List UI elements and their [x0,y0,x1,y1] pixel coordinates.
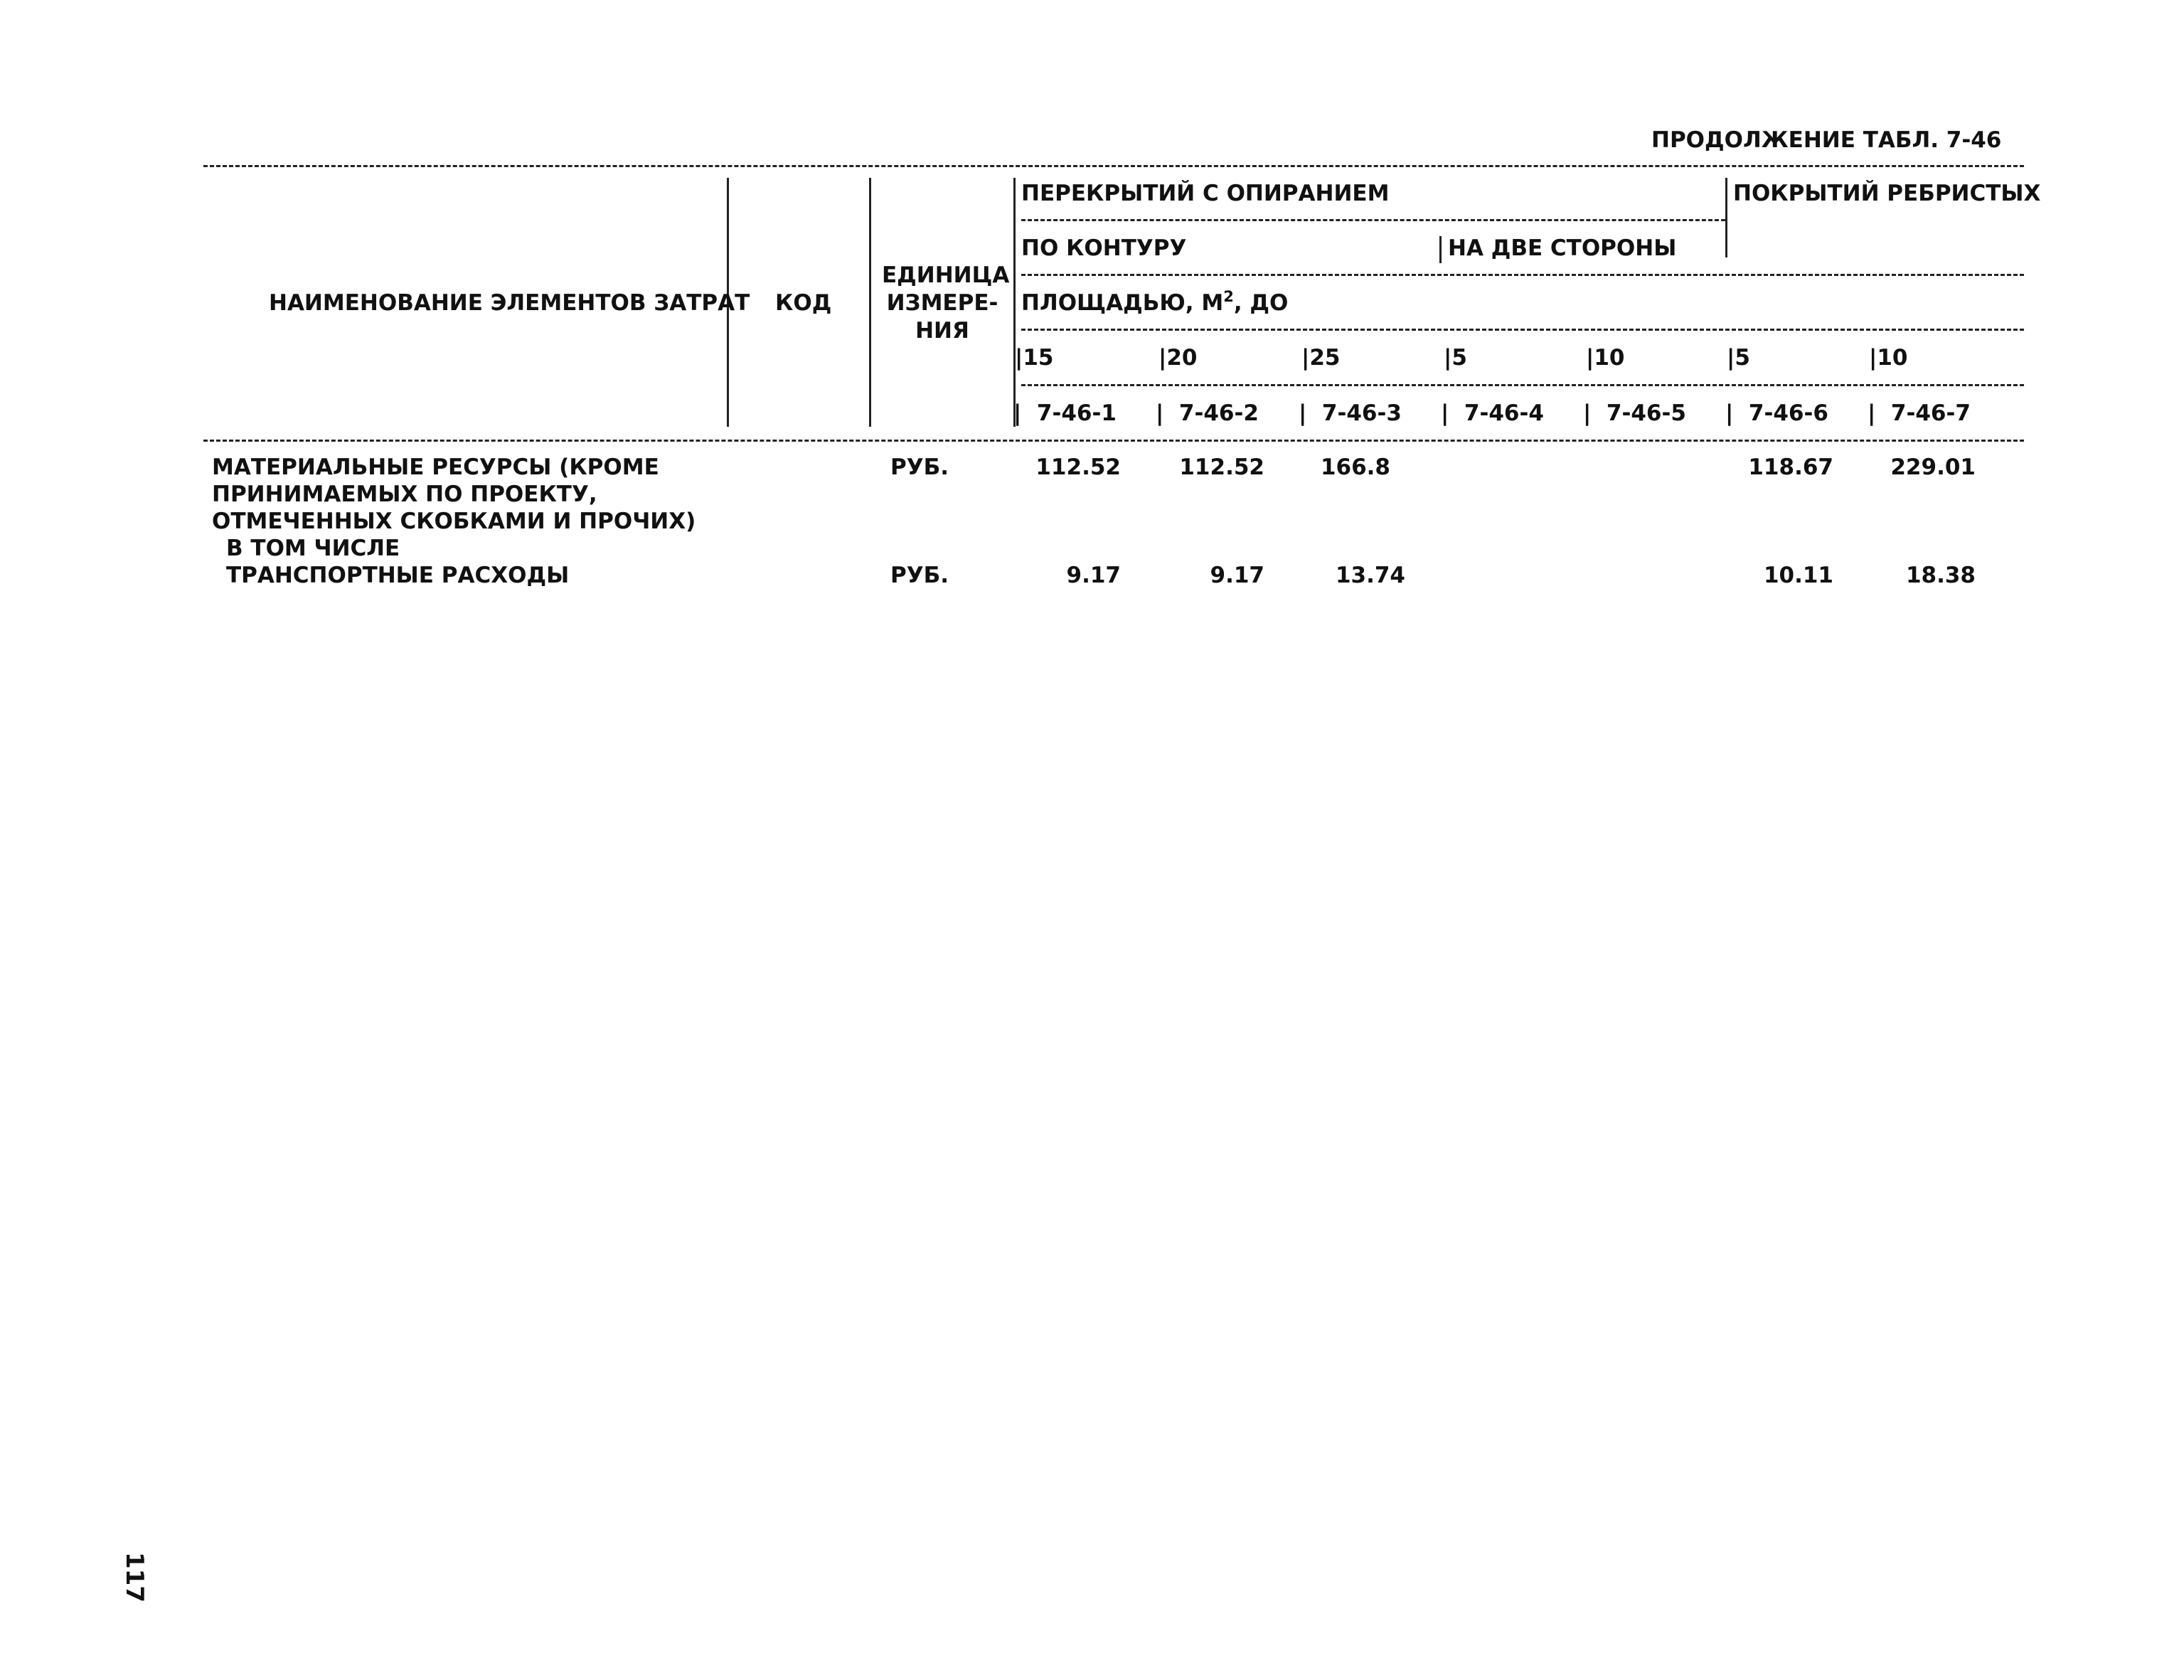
area-value-6: |5 [1727,345,1750,371]
col-divider-unit [1013,178,1016,427]
header-group-overlaps: ПЕРЕКРЫТИЙ С ОПИРАНИЕМ [1021,181,1390,206]
row-name-line: МАТЕРИАЛЬНЫЕ РЕСУРСЫ (КРОМЕ [212,454,659,480]
row-value-3: 13.74 [1335,563,1405,588]
header-sub-contour: ПО КОНТУРУ [1021,235,1187,261]
page-number: 117 [120,1552,149,1602]
code-4: | 7-46-4 [1441,400,1544,426]
area-label-text: ПЛОЩАДЬЮ, М [1021,290,1224,316]
header-sub-two-sides: НА ДВЕ СТОРОНЫ [1448,235,1677,261]
code-text: 7-46-5 [1606,400,1686,426]
area-value-2: |20 [1158,345,1198,371]
header-unit-line-1: ЕДИНИЦА [882,262,1010,288]
area-value-text: 10 [1877,345,1908,371]
header-name-column: НАИМЕНОВАНИЕ ЭЛЕМЕНТОВ ЗАТРАТ [269,290,750,316]
header-group-ribbed: ПОКРЫТИЙ РЕБРИСТЫХ [1733,181,2041,206]
area-value-7: |10 [1869,345,1908,371]
code-text: 7-46-4 [1464,400,1544,426]
row-value-7: 18.38 [1905,563,1976,588]
col-divider-code [869,178,871,427]
code-1: | 7-46-1 [1013,400,1117,426]
row-name-line: ОТМЕЧЕННЫХ СКОБКАМИ И ПРОЧИХ) [212,509,696,534]
col-divider-ribbed [1725,178,1727,257]
area-value-3: |25 [1301,345,1341,371]
rule-header-bottom [203,440,2024,442]
row-value-3: 166.8 [1320,454,1390,480]
row-name-line: В ТОМ ЧИСЛЕ [226,536,400,561]
area-value-text: 15 [1023,345,1054,371]
code-5: | 7-46-5 [1583,400,1686,426]
area-label-suffix: , ДО [1233,290,1289,316]
code-text: 7-46-6 [1748,400,1828,426]
col-divider-two-sides [1439,236,1442,263]
area-value-4: |5 [1444,345,1467,371]
row-unit: РУБ. [890,563,949,588]
area-value-text: 20 [1166,345,1198,371]
header-area-label [1021,288,1289,316]
row-value-1: 112.52 [1035,454,1121,480]
code-2: | 7-46-2 [1156,400,1259,426]
row-unit: РУБ. [890,454,949,480]
code-text: 7-46-7 [1890,400,1971,426]
code-6: | 7-46-6 [1725,400,1828,426]
area-value-text: 5 [1451,345,1467,371]
table-caption: ПРОДОЛЖЕНИЕ ТАБЛ. 7-46 [1651,127,2002,153]
row-value-1: 9.17 [1066,563,1121,588]
rule-values-under [1021,384,2024,386]
area-label-sup: 2 [1223,288,1234,305]
code-text: 7-46-2 [1178,400,1259,426]
row-name-line: ТРАНСПОРТНЫЕ РАСХОДЫ [226,563,570,588]
code-text: 7-46-3 [1321,400,1402,426]
header-code-column: КОД [775,290,832,316]
row-value-6: 118.67 [1748,454,1833,480]
rule-top [203,165,2024,167]
rule-sub-under [1021,274,2024,276]
row-value-6: 10.11 [1763,563,1833,588]
area-value-5: |10 [1586,345,1625,371]
row-value-2: 9.17 [1210,563,1264,588]
rule-area-under [1021,329,2024,331]
row-name-line: ПРИНИМАЕМЫХ ПО ПРОЕКТУ, [212,482,597,507]
code-text: 7-46-1 [1036,400,1117,426]
area-value-text: 25 [1309,345,1341,371]
row-value-7: 229.01 [1890,454,1976,480]
header-unit-line-3: НИЯ [915,318,969,344]
area-value-text: 5 [1735,345,1750,371]
header-unit-line-2: ИЗМЕРЕ- [886,290,998,316]
code-3: | 7-46-3 [1299,400,1402,426]
row-value-2: 112.52 [1179,454,1264,480]
rule-overlaps-under [1021,219,1725,221]
code-7: | 7-46-7 [1868,400,1971,426]
area-value-1: |15 [1015,345,1054,371]
area-value-text: 10 [1594,345,1625,371]
